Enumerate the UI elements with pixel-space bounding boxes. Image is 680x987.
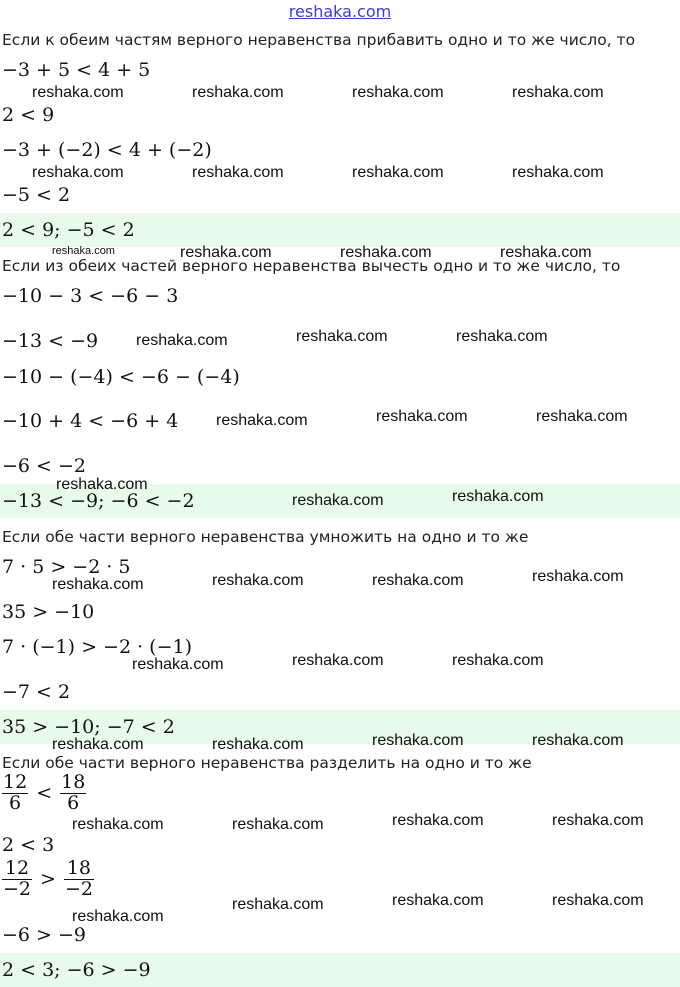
watermark: reshaka.com — [512, 84, 604, 101]
section4-intro: Если обе части верного неравенства разделить на одно и то же — [2, 754, 532, 772]
watermark: reshaka.com — [552, 812, 644, 829]
watermark: reshaka.com — [296, 328, 388, 345]
watermark: reshaka.com — [532, 568, 624, 585]
watermark: reshaka.com — [372, 732, 464, 749]
watermark: reshaka.com — [232, 896, 324, 913]
section4-fraction-line1: $\frac{12}{6}$ < $\frac{18}{6}$ — [3, 771, 86, 814]
section4-result: 2 < 3; −6 > −9 — [2, 959, 151, 981]
section1-line4: −5 < 2 — [2, 184, 71, 206]
watermark: reshaka.com — [372, 572, 464, 589]
section3-line4: −7 < 2 — [2, 681, 71, 703]
watermark: reshaka.com — [216, 412, 308, 429]
watermark: reshaka.com — [212, 736, 304, 753]
watermark: reshaka.com — [456, 328, 548, 345]
watermark: reshaka.com — [500, 244, 592, 261]
watermark: reshaka.com — [392, 812, 484, 829]
fraction: $\frac{12}{-2}$ — [3, 857, 32, 900]
site-link[interactable]: reshaka.com — [288, 2, 392, 21]
fraction: $\frac{18}{-2}$ — [64, 857, 93, 900]
watermark: reshaka.com — [56, 476, 148, 493]
section2-line4: −10 + 4 < −6 + 4 — [2, 410, 179, 432]
watermark: reshaka.com — [512, 164, 604, 181]
watermark: reshaka.com — [72, 908, 164, 925]
watermark: reshaka.com — [132, 656, 224, 673]
watermark: reshaka.com — [532, 732, 624, 749]
section2-line5: −6 < −2 — [2, 455, 87, 477]
watermark: reshaka.com — [52, 736, 144, 753]
section4-line4: −6 > −9 — [2, 924, 87, 946]
section2-result: −13 < −9; −6 < −2 — [2, 490, 195, 512]
watermark: reshaka.com — [452, 652, 544, 669]
section2-line1: −10 − 3 < −6 − 3 — [2, 285, 179, 307]
section3-line2: 35 > −10 — [2, 601, 95, 623]
watermark: reshaka.com — [232, 816, 324, 833]
watermark: reshaka.com — [340, 244, 432, 261]
watermark: reshaka.com — [552, 892, 644, 909]
section3-line3: 7 · (−1) > −2 · (−1) — [2, 636, 192, 658]
watermark: reshaka.com — [180, 244, 272, 261]
watermark: reshaka.com — [212, 572, 304, 589]
section4-fraction-line3: $\frac{12}{-2}$ > $\frac{18}{-2}$ — [3, 857, 93, 900]
section2-line2: −13 < −9 — [2, 330, 99, 352]
watermark: reshaka.com — [72, 816, 164, 833]
fraction: $\frac{18}{6}$ — [61, 771, 86, 814]
section1-line1: −3 + 5 < 4 + 5 — [2, 59, 151, 81]
watermark: reshaka.com — [52, 576, 144, 593]
section2-intro: Если из обеих частей верного неравенства вычесть одно и то же число, то — [2, 257, 621, 275]
watermark: reshaka.com — [52, 245, 115, 257]
section1-line2: 2 < 9 — [2, 104, 55, 126]
watermark: reshaka.com — [536, 408, 628, 425]
section4-line2: 2 < 3 — [2, 834, 55, 856]
watermark: reshaka.com — [192, 164, 284, 181]
watermark: reshaka.com — [452, 488, 544, 505]
watermark: reshaka.com — [392, 892, 484, 909]
section3-intro: Если обе части верного неравенства умножить на одно и то же — [2, 528, 529, 546]
section1-intro: Если к обеим частям верного неравенства прибавить одно и то же число, то — [2, 31, 636, 49]
watermark: reshaka.com — [32, 164, 124, 181]
watermark: reshaka.com — [352, 164, 444, 181]
section1-result: 2 < 9; −5 < 2 — [2, 219, 135, 241]
watermark: reshaka.com — [376, 408, 468, 425]
fraction: $\frac{12}{6}$ — [3, 771, 28, 814]
watermark: reshaka.com — [292, 652, 384, 669]
watermark: reshaka.com — [292, 492, 384, 509]
section3-result: 35 > −10; −7 < 2 — [2, 716, 175, 738]
watermark: reshaka.com — [32, 84, 124, 101]
section3-line1: 7 · 5 > −2 · 5 — [2, 556, 131, 578]
watermark: reshaka.com — [192, 84, 284, 101]
watermark: reshaka.com — [352, 84, 444, 101]
section1-line3: −3 + (−2) < 4 + (−2) — [2, 139, 212, 161]
section2-line3: −10 − (−4) < −6 − (−4) — [2, 366, 240, 388]
watermark: reshaka.com — [136, 332, 228, 349]
